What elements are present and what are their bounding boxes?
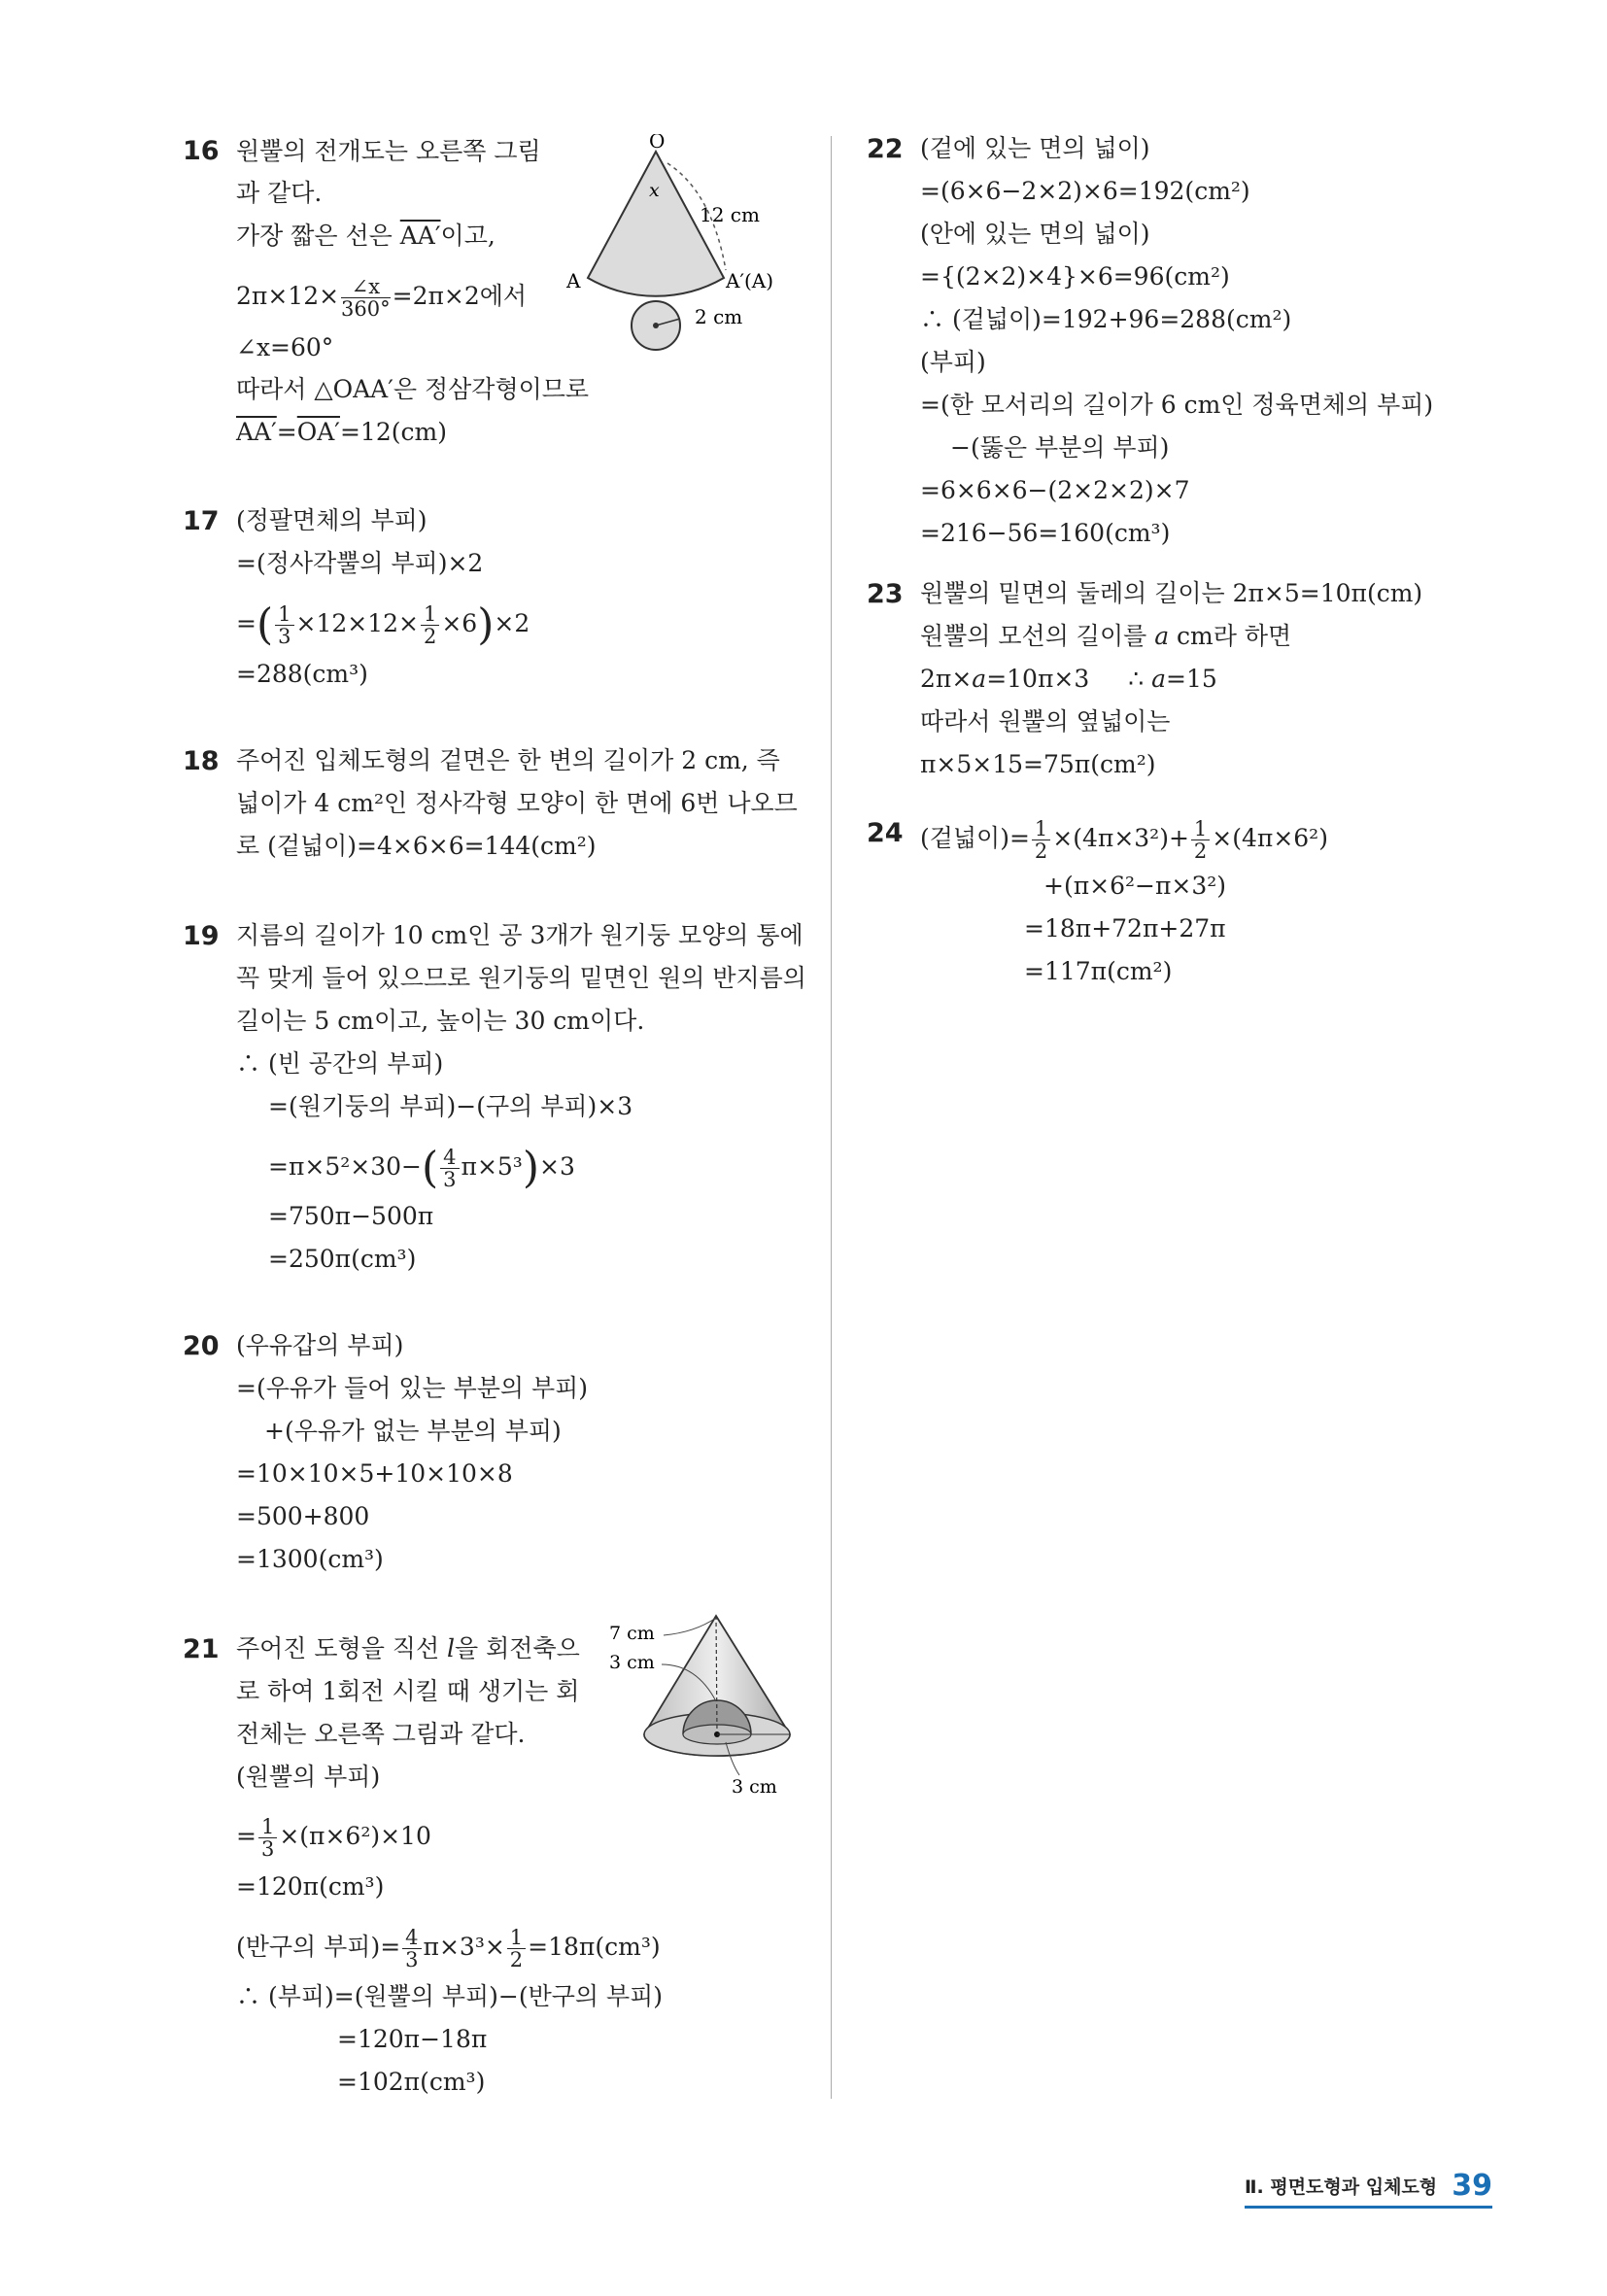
text-line: (원뿔의 부피) xyxy=(236,1763,381,1791)
equation-line: =( $\frac{1}{3}$ ×12×12× $\frac{1}{2}$ ×6)×2 xyxy=(236,600,530,650)
text-line: 과 같다. xyxy=(236,179,323,207)
fraction: $\frac{1}{2}$ xyxy=(507,1927,526,1970)
page-footer xyxy=(1245,2169,1492,2203)
problem-number: 19 xyxy=(183,921,220,951)
equation-line: =(6×6−2×2)×6=192(cm²) xyxy=(920,177,1250,205)
equation-line: =10×10×5+10×10×8 xyxy=(236,1459,513,1488)
problem-number: 17 xyxy=(183,506,220,536)
text-line: 지름의 길이가 10 cm인 공 3개가 원기둥 모양의 통에 xyxy=(236,921,804,949)
equation-line: (반구의 부피)= $\frac{4}{3}$ π×3³× $\frac{1}{2}$ =18π(cm³) xyxy=(236,1926,661,1971)
text-line: (우유갑의 부피) xyxy=(236,1331,404,1359)
problem-number: 24 xyxy=(867,818,904,848)
text-line: 원뿔의 전개도는 오른쪽 그림 xyxy=(236,137,541,165)
equation-line: =117π(cm²) xyxy=(1024,957,1173,985)
equation-line: AA′=OA′=12(cm) xyxy=(236,418,447,446)
equation-line: ={(2×2)×4}×6=96(cm²) xyxy=(920,262,1230,291)
label-x: x xyxy=(649,180,660,201)
problem-number: 18 xyxy=(183,746,220,776)
text-line: (정팔면체의 부피) xyxy=(236,506,427,534)
label-3cm-radius: 3 cm xyxy=(732,1776,777,1798)
equation-line: ∠x=60° xyxy=(236,333,334,361)
equation-line: =(원기둥의 부피)−(구의 부피)×3 xyxy=(268,1092,633,1120)
text-line: 길이는 5 cm이고, 높이는 30 cm이다. xyxy=(236,1007,645,1035)
cone-net-figure xyxy=(559,134,811,367)
fraction: $\frac{1}{2}$ xyxy=(1191,818,1210,862)
label-7cm: 7 cm xyxy=(609,1623,655,1644)
label-o: O xyxy=(649,134,666,153)
equation-line: = $\frac{1}{3}$ ×(π×6²)×10 xyxy=(236,1815,431,1861)
fraction: $\frac{\angle x}{360^\circ}$ xyxy=(341,275,391,321)
equation-line: =750π−500π xyxy=(268,1202,434,1230)
equation-line: =120π(cm³) xyxy=(236,1872,385,1901)
equation-line: =120π−18π xyxy=(337,2025,488,2053)
equation-line: −(뚫은 부분의 부피) xyxy=(950,433,1170,462)
equation-line: =18π+72π+27π xyxy=(1024,914,1226,942)
fraction: $\frac{1}{3}$ xyxy=(275,603,293,647)
equation-line: =288(cm³) xyxy=(236,660,368,688)
text-line: 주어진 도형을 직선 l을 회전축으 xyxy=(236,1634,580,1662)
fraction: $\frac{1}{2}$ xyxy=(1032,818,1050,862)
text-line: 로 (겉넓이)=4×6×6=144(cm²) xyxy=(236,832,597,860)
equation-line: =π×5²×30−( $\frac{4}{3}$ π×5³)×3 xyxy=(268,1143,575,1193)
column-divider xyxy=(831,136,832,2099)
fraction: $\frac{1}{2}$ xyxy=(421,603,439,647)
problem-number: 20 xyxy=(183,1331,220,1361)
equation-line: =500+800 xyxy=(236,1502,370,1530)
text-line: (겉에 있는 면의 넓이) xyxy=(920,134,1150,162)
text-line: 따라서 원뿔의 옆넓이는 xyxy=(920,707,1171,736)
text-line: (부피) xyxy=(920,348,986,376)
fraction: $\frac{1}{3}$ xyxy=(258,1816,277,1860)
problem-number: 21 xyxy=(183,1634,220,1664)
equation-line: =6×6×6−(2×2×2)×7 xyxy=(920,476,1190,504)
chapter-title: Ⅱ. 평면도형과 입체도형 xyxy=(1245,2176,1438,2198)
problem-number: 22 xyxy=(867,134,904,164)
text-line: 원뿔의 밑면의 둘레의 길이는 2π×5=10π(cm) xyxy=(920,579,1423,607)
text-line: (안에 있는 면의 넓이) xyxy=(920,220,1150,248)
text-line: 꼭 맞게 들어 있으므로 원기둥의 밑면인 원의 반지름의 xyxy=(236,964,806,992)
text-line: 넓이가 4 cm²인 정사각형 모양이 한 면에 6번 나오므 xyxy=(236,789,798,817)
text-line: 주어진 입체도형의 겉면은 한 변의 길이가 2 cm, 즉 xyxy=(236,746,780,774)
text-line: 로 하여 1회전 시킬 때 생기는 회 xyxy=(236,1677,580,1705)
equation-line: =102π(cm³) xyxy=(337,2068,486,2096)
cone-hemisphere-figure xyxy=(607,1608,806,1802)
equation-line: =(한 모서리의 길이가 6 cm인 정육면체의 부피) xyxy=(920,391,1434,419)
label-2cm: 2 cm xyxy=(695,305,743,328)
fraction: $\frac{4}{3}$ xyxy=(440,1147,459,1190)
equation-line: ∴ (겉넓이)=192+96=288(cm²) xyxy=(920,305,1292,333)
equation-line: 2π×a=10π×3 ∴ a=15 xyxy=(920,665,1217,693)
page-number: 39 xyxy=(1452,2169,1492,2203)
problem-number: 16 xyxy=(183,136,220,166)
label-12cm: 12 cm xyxy=(700,203,760,226)
text-line: ∴ (빈 공간의 부피) xyxy=(236,1049,444,1078)
equation-line: (겉넓이)= $\frac{1}{2}$ ×(4π×3²)+ $\frac{1}{2}$ ×(4π×6²) xyxy=(920,817,1328,863)
equation-line: =216−56=160(cm³) xyxy=(920,519,1171,547)
label-a: A xyxy=(566,269,581,292)
equation-line: π×5×15=75π(cm²) xyxy=(920,750,1156,778)
equation-line: =(우유가 들어 있는 부분의 부피) xyxy=(236,1374,589,1402)
footer-rule xyxy=(1245,2206,1492,2209)
label-a-prime: A′(A) xyxy=(726,269,774,292)
label-3cm-height: 3 cm xyxy=(609,1652,655,1673)
equation-line: +(우유가 없는 부분의 부피) xyxy=(264,1417,562,1445)
text-line: 원뿔의 모선의 길이를 a cm라 하면 xyxy=(920,622,1292,650)
equation-line: 2π×12× $\frac{\angle x}{360^\circ}$ =2π×2에서 xyxy=(236,275,528,321)
problem-number: 23 xyxy=(867,579,904,609)
fraction: $\frac{4}{3}$ xyxy=(402,1927,421,1970)
equation-line: ∴ (부피)=(원뿔의 부피)−(반구의 부피) xyxy=(236,1982,664,2010)
equation-line: =250π(cm³) xyxy=(268,1245,417,1273)
equation-line: =1300(cm³) xyxy=(236,1545,384,1573)
equation-line: +(π×6²−π×3²) xyxy=(1043,872,1227,900)
equation-line: =(정사각뿔의 부피)×2 xyxy=(236,549,484,577)
text-line: 전체는 오른쪽 그림과 같다. xyxy=(236,1720,526,1748)
text-line: 따라서 △OAA′은 정삼각형이므로 xyxy=(236,375,590,403)
text-line: 가장 짧은 선은 AA′이고, xyxy=(236,222,496,250)
